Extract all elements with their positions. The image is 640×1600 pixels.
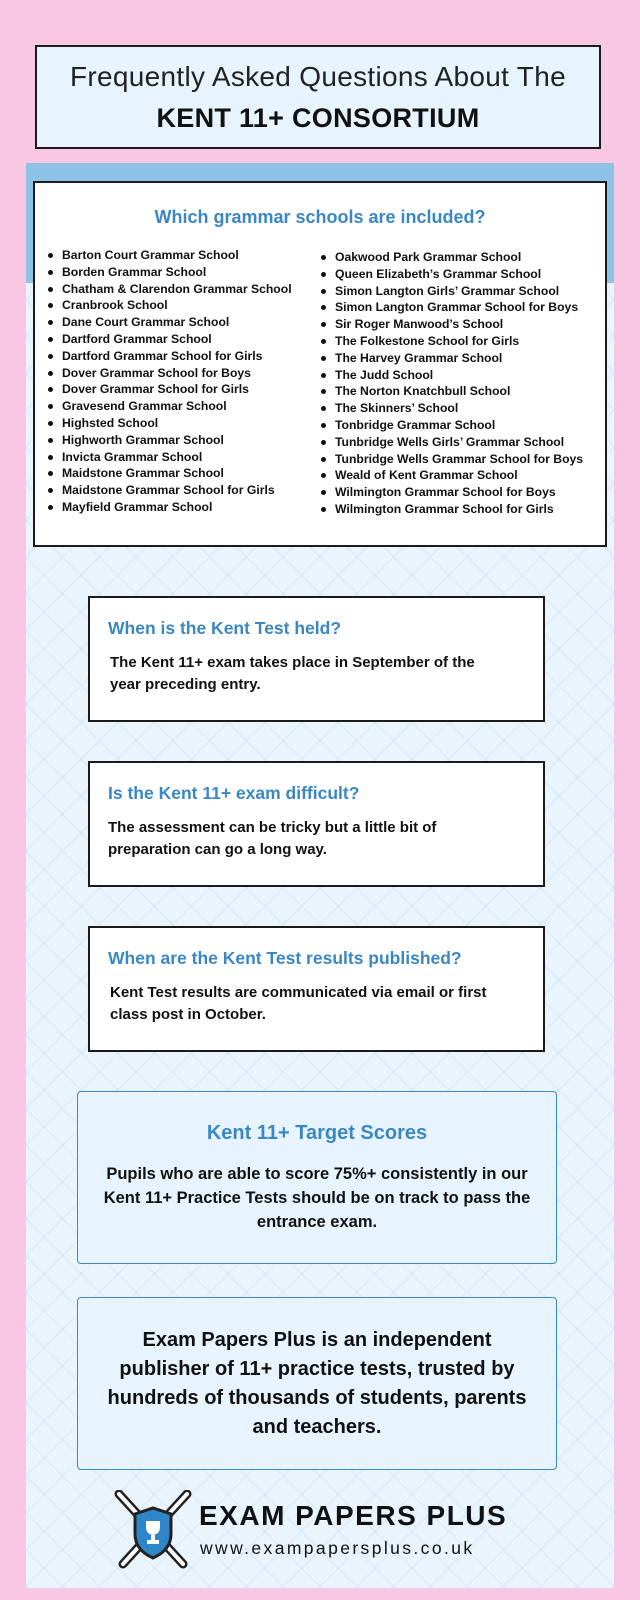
school-list-item: Weald of Kent Grammar School <box>319 467 583 484</box>
school-list-item: The Norton Knatchbull School <box>319 383 583 400</box>
school-list-item: Wilmington Grammar School for Boys <box>319 484 583 501</box>
title-box <box>35 45 601 149</box>
school-list-item: Oakwood Park Grammar School <box>319 249 583 266</box>
school-list-item: Dover Grammar School for Girls <box>46 381 292 398</box>
school-list-item: Tunbridge Wells Girls’ Grammar School <box>319 434 583 451</box>
faq-answer: Kent Test results are communicated via email or first class post in October. <box>110 984 487 1023</box>
school-list-item: The Judd School <box>319 367 583 384</box>
schools-section <box>33 181 607 547</box>
schools-list-right <box>319 249 583 518</box>
school-list-item: Chatham & Clarendon Grammar School <box>46 281 292 298</box>
school-list-item: Cranbrook School <box>46 297 292 314</box>
faq-card-difficulty <box>88 761 545 887</box>
school-list-item: Dartford Grammar School <box>46 331 292 348</box>
faq-question: Is the Kent 11+ exam difficult? <box>108 783 360 803</box>
faq-answer: The Kent 11+ exam takes place in September of the year preceding entry. <box>110 654 475 693</box>
school-list-item: Simon Langton Grammar School for Boys <box>319 299 583 316</box>
school-list-item: Maidstone Grammar School <box>46 465 292 482</box>
page-title-line1: Frequently Asked Questions About The <box>70 61 566 92</box>
school-list-item: The Harvey Grammar School <box>319 350 583 367</box>
school-list-item: Wilmington Grammar School for Girls <box>319 501 583 518</box>
exam-papers-plus-logo-icon <box>113 1490 193 1572</box>
brand-url: www.exampapersplus.co.uk <box>200 1538 475 1558</box>
school-list-item: The Skinners’ School <box>319 400 583 417</box>
school-list-item: Borden Grammar School <box>46 264 292 281</box>
school-list-item: Dover Grammar School for Boys <box>46 365 292 382</box>
schools-heading: Which grammar schools are included? <box>154 207 486 227</box>
brand-name: EXAM PAPERS PLUS <box>199 1500 508 1531</box>
school-list-item: Barton Court Grammar School <box>46 247 292 264</box>
target-scores-text: Pupils who are able to score 75%+ consistently in our Kent 11+ Practice Tests should be on track to pass the entrance exam. <box>103 1165 531 1231</box>
faq-answer: The assessment can be tricky but a little bit of preparation can go a long way. <box>108 819 437 858</box>
school-list-item: Sir Roger Manwood’s School <box>319 316 583 333</box>
page-title-line2: KENT 11+ CONSORTIUM <box>156 103 480 133</box>
school-list-item: Tonbridge Grammar School <box>319 417 583 434</box>
school-list-item: The Folkestone School for Girls <box>319 333 583 350</box>
target-scores-title: Kent 11+ Target Scores <box>206 1122 428 1144</box>
school-list-item: Dartford Grammar School for Girls <box>46 348 292 365</box>
about-box <box>77 1297 557 1470</box>
school-list-item: Maidstone Grammar School for Girls <box>46 482 292 499</box>
school-list-item: Mayfield Grammar School <box>46 499 292 516</box>
school-list-item: Highworth Grammar School <box>46 432 292 449</box>
school-list-item: Dane Court Grammar School <box>46 314 292 331</box>
schools-list-left <box>46 247 292 516</box>
school-list-item: Tunbridge Wells Grammar School for Boys <box>319 451 583 468</box>
target-scores-box <box>77 1091 557 1264</box>
faq-card-results <box>88 926 545 1052</box>
school-list-item: Highsted School <box>46 415 292 432</box>
faq-question: When are the Kent Test results published? <box>108 948 462 968</box>
school-list-item: Queen Elizabeth’s Grammar School <box>319 266 583 283</box>
faq-card-test-date <box>88 596 545 722</box>
faq-question: When is the Kent Test held? <box>108 618 342 638</box>
school-list-item: Simon Langton Girls’ Grammar School <box>319 283 583 300</box>
about-text: Exam Papers Plus is an independent publisher of 11+ practice tests, trusted by hundreds of thousands of students, parents and teachers. <box>107 1329 527 1438</box>
school-list-item: Invicta Grammar School <box>46 449 292 466</box>
school-list-item: Gravesend Grammar School <box>46 398 292 415</box>
